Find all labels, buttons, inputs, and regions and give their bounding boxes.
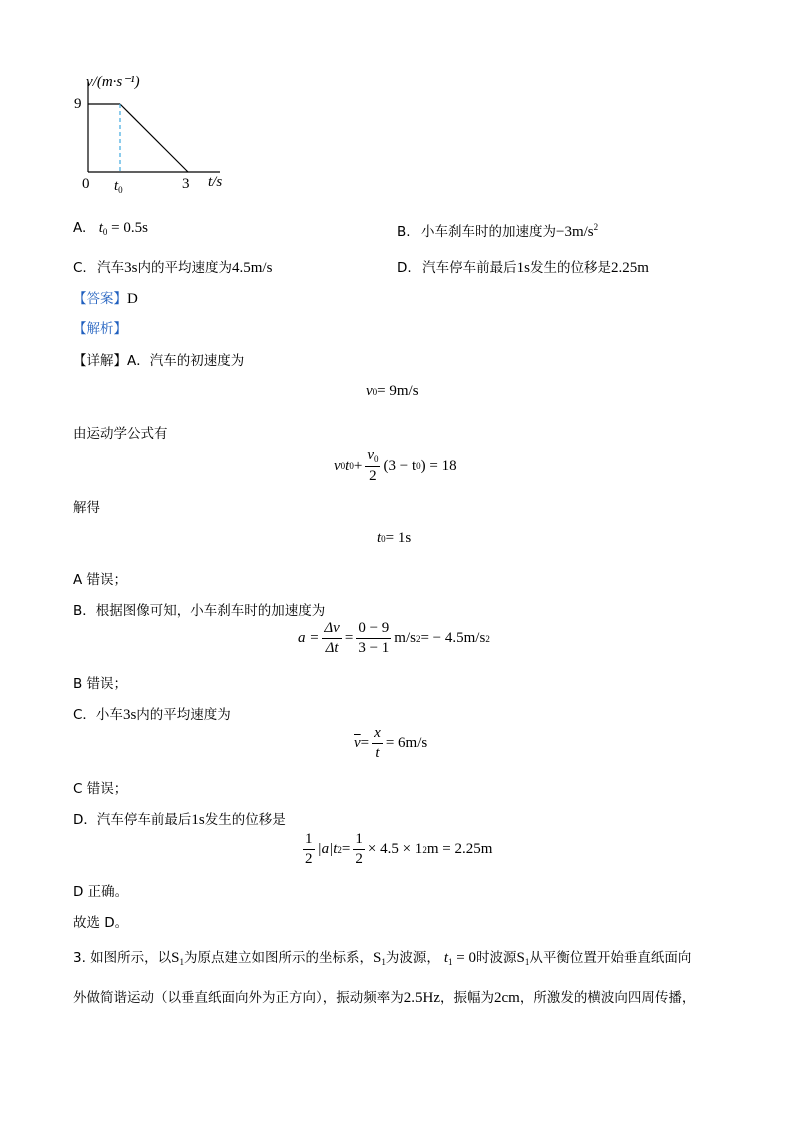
- answer-line: [73, 287, 138, 308]
- eq6-mid-sup: 2: [422, 844, 427, 855]
- eq4-a: a =: [298, 630, 320, 646]
- eq5-frac-num: x: [372, 726, 383, 744]
- option-a-prefix: A.: [73, 220, 87, 236]
- eq5-frac: [372, 726, 383, 761]
- eq2-frac-num: v: [367, 447, 374, 463]
- option-c-val: 3s: [124, 260, 138, 276]
- eq6-frac1-den: 2: [305, 851, 313, 867]
- eq4-frac1-num: Δv: [322, 621, 341, 639]
- eq3-sub: 0: [381, 533, 386, 544]
- c-intro-val: 3s: [122, 707, 137, 723]
- q3-t1-value: = 0: [452, 950, 476, 966]
- final-choice: 故选 D。: [73, 915, 129, 931]
- detail-line2: 由运动学公式有: [73, 426, 168, 442]
- eq6-abs-a: |a|: [317, 841, 334, 857]
- option-c-text1: 汽车: [97, 260, 125, 276]
- option-d-prefix: D.: [397, 260, 412, 276]
- eq2-frac-den: 2: [369, 468, 377, 484]
- eq4-frac1-den: Δt: [325, 640, 339, 656]
- y-axis-label-text: v/(m·s⁻¹): [86, 74, 140, 90]
- q3-text-e: 从平衡位置开始垂直纸面向: [529, 950, 692, 966]
- q3-s1-c: S: [516, 950, 525, 966]
- eq4-unit: m/s: [394, 630, 416, 646]
- q3-amplitude: 2cm: [494, 990, 520, 1006]
- option-b-value: −3m/s: [556, 224, 594, 240]
- d-intro-text1: D．汽车停车前最后: [73, 812, 192, 828]
- option-c-text2: 内的平均速度为: [137, 260, 233, 276]
- eq3-rhs: = 1s: [385, 530, 412, 546]
- option-a-var: t: [98, 220, 103, 236]
- eq2-tail: ) = 18: [420, 457, 457, 474]
- option-a-value: = 0.5s: [107, 220, 148, 236]
- q3-line2-c: ，所激发的横波向四周传播，: [519, 990, 696, 1006]
- option-b-text: 小车刹车时的加速度为: [421, 224, 557, 240]
- eq4-unit-sup: 2: [415, 633, 421, 644]
- x-axis-label: t/s: [208, 174, 223, 190]
- b-intro: B．根据图像可知，小车刹车时的加速度为: [73, 603, 326, 619]
- analysis-tag: 【解析】: [73, 321, 127, 337]
- eq2-plus: +: [353, 457, 363, 474]
- q3-t1: t: [443, 950, 449, 966]
- equation-acceleration: [298, 621, 490, 656]
- d-intro-val: 1s: [191, 812, 205, 828]
- eq6-eq: =: [341, 841, 351, 857]
- q3-s1-b-sub: 1: [381, 957, 386, 967]
- option-d-text1: 汽车停车前最后: [422, 260, 517, 276]
- eq1-rhs: = 9m/s: [377, 383, 419, 399]
- origin-label: 0: [82, 176, 90, 192]
- eq4-frac2-num: 0 − 9: [356, 621, 391, 639]
- detail-line3: 解得: [73, 500, 100, 516]
- eq6-frac1: [303, 832, 315, 867]
- equation-average-velocity: [354, 726, 427, 761]
- option-b-sup: 2: [593, 222, 599, 232]
- eq6-t: t: [333, 841, 338, 857]
- eq2-v0-sub: 0: [340, 461, 346, 471]
- eq6-frac2-num: 1: [353, 832, 365, 850]
- question-3-line2: [73, 986, 695, 1007]
- question-3-line1: [73, 946, 691, 967]
- detail-a-intro: [73, 349, 244, 369]
- q3-text-b: 为原点建立如图所示的坐标系，: [184, 950, 374, 966]
- c-conclusion: C 错误；: [73, 781, 128, 797]
- eq6-t-sup: 2: [337, 844, 342, 855]
- q3-line2-a: 外做简谐运动（以垂直纸面向外为正方向），振动频率为: [73, 990, 404, 1006]
- q3-s1-b: S: [373, 950, 382, 966]
- eq6-frac2-den: 2: [355, 851, 363, 867]
- answer-value: D: [127, 291, 138, 307]
- equation-kinematics: [334, 448, 457, 484]
- y-axis-label: [86, 72, 140, 91]
- eq2-t0: t: [345, 457, 350, 474]
- eq6-frac1-num: 1: [303, 832, 315, 850]
- eq5-vbar: $\overline{v}$: [354, 735, 361, 751]
- eq5-eq: =: [360, 735, 370, 751]
- eq2-v0: v: [334, 457, 341, 474]
- x-tick-t0-var: t: [114, 178, 119, 194]
- eq2-paren: (3 − t: [383, 457, 417, 474]
- equation-t0-result: [377, 530, 411, 547]
- eq4-frac2-den: 3 − 1: [358, 640, 390, 656]
- y-tick-9: 9: [74, 96, 82, 112]
- q3-line2-b: ，振幅为: [440, 990, 494, 1006]
- eq2-frac-num-sub: 0: [373, 454, 379, 464]
- q3-s1-a: S: [171, 950, 180, 966]
- eq4-frac1: [322, 621, 341, 656]
- option-a-sub: 0: [102, 227, 108, 237]
- b-conclusion: B 错误；: [73, 676, 128, 692]
- eq5-rhs: = 6m/s: [385, 735, 428, 751]
- c-intro-text2: 内的平均速度为: [136, 707, 231, 723]
- detail-a-intro-text: A．汽车的初速度为: [127, 353, 245, 369]
- equation-initial-velocity: [366, 383, 419, 400]
- eq6-result: m = 2.25m: [426, 841, 493, 857]
- eq5-frac-den: t: [375, 745, 380, 761]
- x-tick-t0: [114, 176, 123, 195]
- x-tick-t0-sub: 0: [118, 185, 123, 195]
- equation-displacement: [300, 832, 492, 867]
- velocity-decline-line: [120, 104, 188, 172]
- eq3-lhs: t: [377, 530, 382, 546]
- eq1-sub: 0: [372, 386, 378, 397]
- option-b: [397, 220, 598, 241]
- eq4-rhs: = − 4.5m/s: [420, 630, 486, 646]
- q3-frequency: 2.5Hz: [403, 990, 440, 1006]
- q3-s1-c-sub: 1: [524, 957, 530, 967]
- eq6-mid: × 4.5 × 1: [367, 841, 423, 857]
- eq2-t0-sub: 0: [349, 461, 354, 471]
- d-intro: [73, 808, 286, 829]
- q3-t1-sub: 1: [448, 957, 453, 967]
- option-c: [73, 256, 272, 277]
- option-d-text2: 发生的位移是: [529, 260, 611, 276]
- eq4-rhs-sup: 2: [485, 633, 490, 644]
- eq6-frac2: [353, 832, 365, 867]
- a-conclusion: A 错误；: [73, 572, 128, 588]
- option-c-prefix: C.: [73, 260, 87, 276]
- eq2-paren-sub: 0: [416, 461, 421, 471]
- option-c-value: 4.5m/s: [232, 260, 273, 276]
- c-intro: [73, 703, 231, 724]
- eq2-fraction: [365, 448, 380, 484]
- option-d-value: 2.25m: [610, 260, 649, 276]
- x-tick-3: 3: [182, 176, 190, 192]
- option-d: [397, 256, 649, 277]
- eq4-eq: =: [344, 630, 354, 646]
- eq1-lhs: v: [366, 383, 373, 399]
- q3-s1-a-sub: 1: [179, 957, 185, 967]
- option-d-val: 1s: [516, 260, 530, 276]
- answer-tag: 【答案】: [73, 291, 127, 307]
- q3-text-a: 3. 如图所示，以: [73, 950, 172, 966]
- option-b-prefix: B.: [397, 224, 411, 240]
- d-conclusion: D 正确。: [73, 884, 129, 900]
- c-intro-text1: C．小车: [73, 707, 123, 723]
- option-a: [73, 220, 148, 237]
- detail-tag: 【详解】: [73, 353, 127, 369]
- d-intro-text2: 发生的位移是: [204, 812, 286, 828]
- q3-text-c: 为波源，: [385, 950, 440, 966]
- eq4-frac2: [356, 621, 391, 656]
- q3-text-d: 时波源: [476, 950, 517, 966]
